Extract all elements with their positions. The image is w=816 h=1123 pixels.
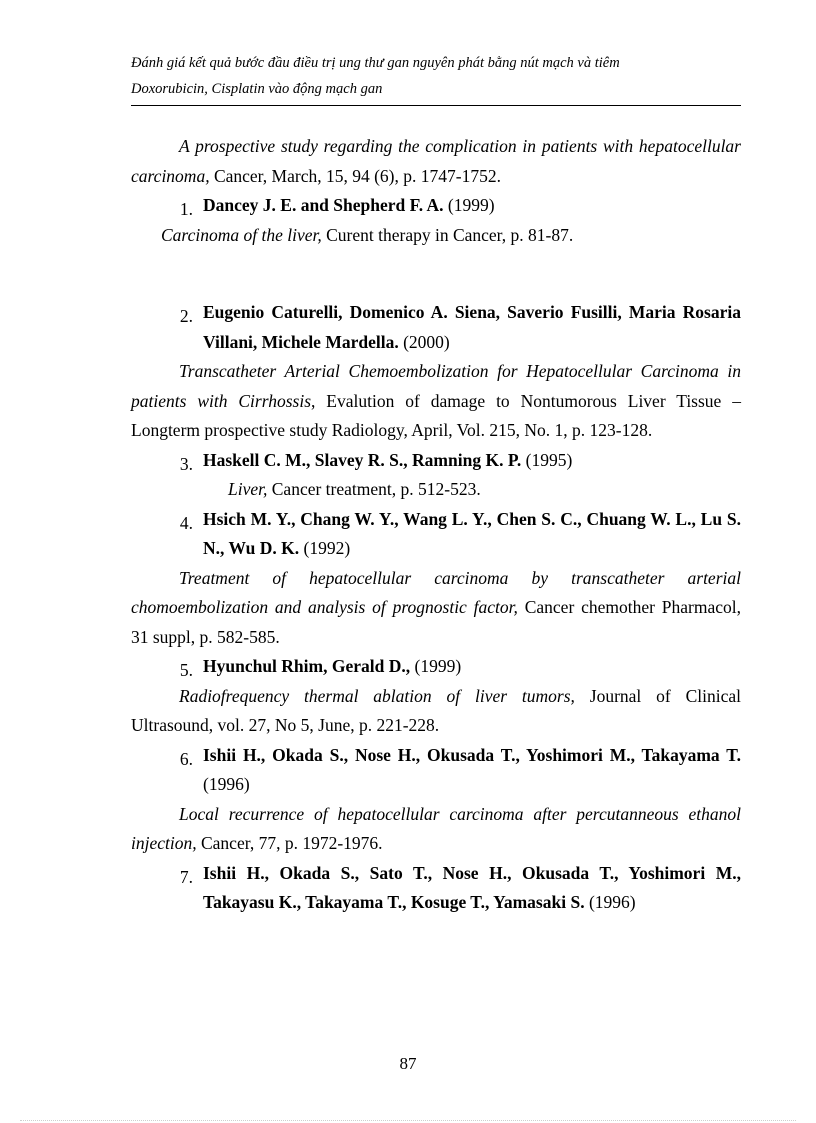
reference-number: 3. <box>179 453 193 474</box>
reference-5-body <box>131 682 741 741</box>
reference-3-head <box>131 446 741 476</box>
reference-authors: Eugenio Caturelli, Domenico A. Siena, Saverio Fusilli, Maria Rosaria Villani, Michele Mardella. <box>203 302 741 352</box>
reference-number: 2. <box>179 306 193 326</box>
reference-1-body <box>131 221 741 251</box>
reference-year: (2000) <box>398 331 450 352</box>
reference-year: (1996) <box>584 892 636 912</box>
reference-authors: Dancey J. E. and Shepherd F. A. <box>203 195 444 215</box>
reference-number: 4. <box>179 512 193 533</box>
reference-list <box>131 132 741 918</box>
running-header <box>131 50 741 106</box>
reference-number: 1. <box>179 199 193 219</box>
reference-authors: Hsich M. Y., Chang W. Y., Wang L. Y., Chen S. C., Chuang W. L., Lu S. N., Wu D. K. <box>203 508 741 558</box>
reference-year: (1992) <box>299 538 351 558</box>
reference-number: 5. <box>179 660 193 680</box>
reference-title: A prospective study regarding the complication in patients with hepatocellular carcinoma, <box>131 136 741 186</box>
reference-source: Curent therapy in Cancer, p. 81-87. <box>321 224 574 245</box>
reference-year: (1995) <box>521 449 573 470</box>
reference-4-body <box>131 564 741 653</box>
reference-title: Carcinoma of the liver, <box>161 224 322 245</box>
reference-year: (1999) <box>443 195 495 215</box>
reference-6-body <box>131 800 741 859</box>
reference-source: Cancer chemother Pharmacol, 31 suppl, p. 582-585. <box>131 597 741 647</box>
reference-source: Cancer treatment, p. 512-523. <box>267 479 481 499</box>
reference-continued <box>131 132 741 191</box>
spacer <box>131 250 741 298</box>
reference-4-head <box>131 505 741 564</box>
reference-source: Cancer, 77, p. 1972-1976. <box>196 833 383 853</box>
reference-authors: Haskell C. M., Slavey R. S., Ramning K. P. <box>203 449 522 470</box>
reference-source: , Evalution of damage to Nontumorous Liver Tissue – Longterm prospective study Radiology, April, Vol. 215, No. 1, p. 123-128. <box>131 390 741 440</box>
reference-1-head <box>131 191 741 221</box>
reference-title: Radiofrequency thermal ablation of liver tumors, <box>179 685 575 706</box>
page-number: 87 <box>399 1054 417 1073</box>
reference-source: Journal of Clinical Ultrasound, vol. 27, No 5, June, p. 221-228. <box>131 685 741 735</box>
reference-2-body <box>131 357 741 446</box>
reference-number: 7. <box>179 866 193 887</box>
header-line-2: Doxorubicin, Cisplatin vào động mạch gan <box>131 81 383 97</box>
reference-source: Cancer, March, 15, 94 (6), p. 1747-1752. <box>209 165 501 186</box>
reference-3-body <box>131 475 741 505</box>
reference-6-head <box>131 741 741 800</box>
reference-number: 6. <box>179 748 193 769</box>
reference-authors: Ishii H., Okada S., Sato T., Nose H., Okusada T., Yoshimori M., Takayasu K., Takayama T., Kosuge T., Yamasaki S. <box>203 862 741 912</box>
reference-7-head <box>131 859 741 918</box>
reference-authors: Hyunchul Rhim, Gerald D., <box>203 656 411 676</box>
reference-title: Transcatheter Arterial Chemoembolization for Hepatocellular Carcinoma in patients with Cirrhossis <box>131 361 741 411</box>
reference-title: Treatment of hepatocellular carcinoma by transcatheter arterial chomoembolization and analysis of prognostic factor, <box>131 567 741 617</box>
reference-authors: Ishii H., Okada S., Nose H., Okusada T., Yoshimori M., Takayama T. <box>203 744 741 765</box>
reference-2-head <box>131 298 741 357</box>
reference-title: Liver, <box>228 479 268 499</box>
header-line-1: Đánh giá kết quả bước đầu điều trị ung thư gan nguyên phát bằng nút mạch và tiêm <box>131 55 620 71</box>
reference-5-head <box>131 652 741 682</box>
reference-title: Local recurrence of hepatocellular carcinoma after percutanneous ethanol injection, <box>131 803 741 853</box>
reference-year: (1996) <box>203 774 250 794</box>
page-edge-divider <box>20 1120 796 1121</box>
reference-year: (1999) <box>410 656 462 676</box>
